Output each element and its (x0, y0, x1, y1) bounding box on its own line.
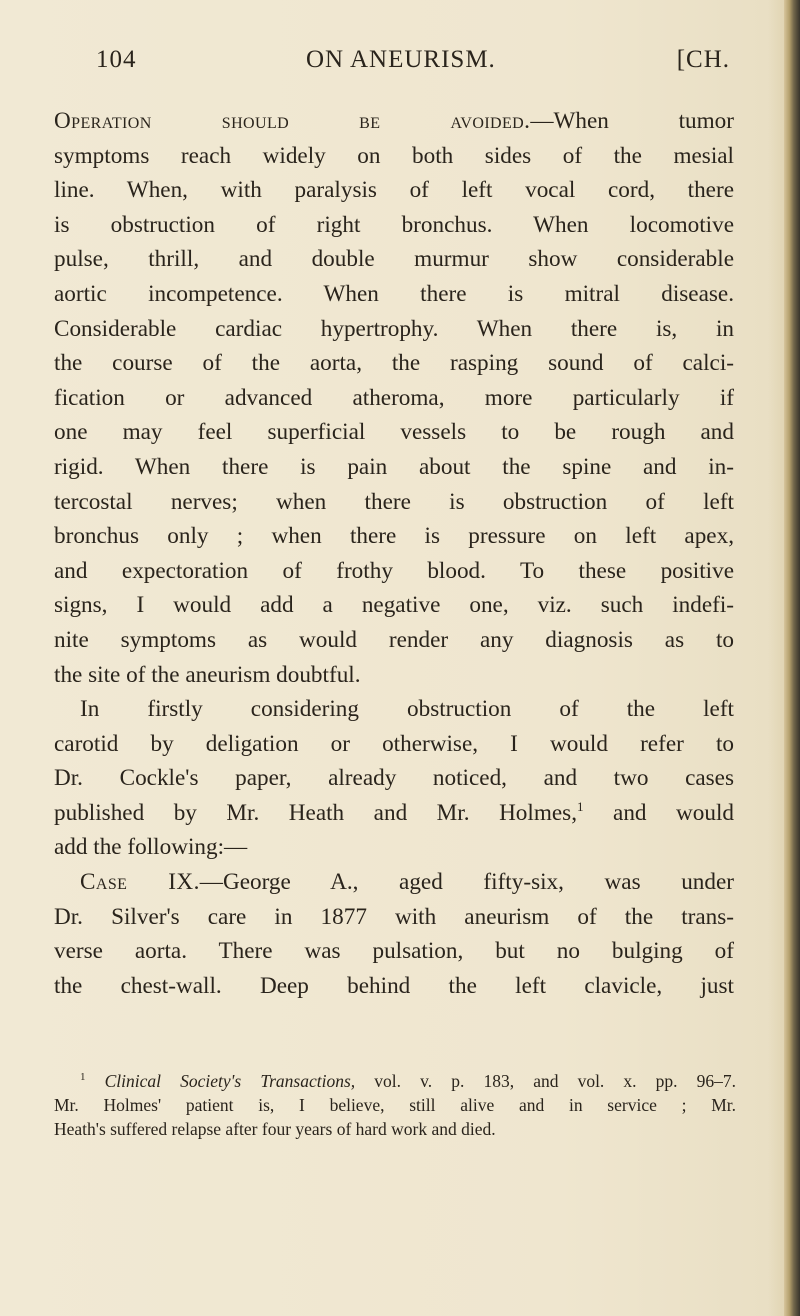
section-heading: Operation should be avoided. (54, 108, 531, 134)
page-number: 104 (96, 46, 137, 73)
footnote-source-title: Clinical Society's Transactions, (104, 1071, 356, 1091)
text-line: nite symptoms as would render any diagnosis as to (54, 626, 734, 653)
text-line: verse aorta. There was pulsation, but no bulging of (54, 938, 734, 965)
text-line: pulse, thrill, and double murmur show considerable (54, 246, 734, 273)
text-line: add the following:— (54, 834, 248, 861)
text-line: the course of the aorta, the rasping sound of calci- (54, 350, 734, 377)
text-fragment: and would (613, 799, 735, 826)
text-line (54, 796, 734, 831)
text-line: carotid by deligation or otherwise, I would refer to (54, 730, 734, 757)
footnote-reference-text: vol. v. p. 183, and vol. x. pp. 96–7. (374, 1071, 737, 1091)
chapter-marker: [CH. (676, 46, 730, 73)
body-text (54, 104, 734, 1003)
footnote-marker: 1 (80, 1071, 86, 1083)
text-line: fication or advanced atheroma, more particularly if (54, 384, 734, 411)
page-spine-edge (784, 0, 800, 1316)
text-line: In firstly considering obstruction of the left (80, 696, 734, 723)
footnote-line: Heath's suffered relapse after four years of hard work and died. (54, 1119, 496, 1139)
footnote-reference: 1 (577, 798, 584, 814)
text-line: Dr. Silver's care in 1877 with aneurism of the trans- (54, 903, 734, 930)
text-line: the site of the aneurism doubtful. (54, 661, 361, 688)
text-line: aortic incompetence. When there is mitral disease. (54, 280, 734, 307)
text-line: bronchus only ; when there is pressure on left apex, (54, 523, 734, 550)
text-fragment: —George A., aged fifty-six, was under (199, 869, 734, 896)
text-fragment: published by Mr. Heath and Mr. Holmes, (54, 799, 577, 826)
case-heading: Case IX. (80, 869, 200, 896)
text-line: is obstruction of right bronchus. When locomotive (54, 211, 734, 238)
footnote-line (54, 1069, 736, 1093)
text-fragment: —When tumor (530, 108, 734, 134)
text-line: rigid. When there is pain about the spine and in- (54, 453, 734, 480)
running-head (96, 44, 736, 76)
text-line: tercostal nerves; when there is obstruction of left (54, 488, 734, 515)
footnote-line: Mr. Holmes' patient is, I believe, still alive and in service ; Mr. (54, 1095, 736, 1115)
text-line (54, 104, 734, 139)
text-line: Considerable cardiac hypertrophy. When there is, in (54, 315, 734, 342)
text-line: line. When, with paralysis of left vocal cord, there (54, 177, 734, 204)
running-title: ON ANEURISM. (306, 46, 496, 73)
text-line: and expectoration of frothy blood. To these positive (54, 557, 734, 584)
text-line (54, 865, 734, 900)
text-line: the chest-wall. Deep behind the left clavicle, just (54, 972, 734, 999)
text-line: one may feel superficial vessels to be rough and (54, 419, 734, 446)
text-line: Dr. Cockle's paper, already noticed, and two cases (54, 765, 734, 792)
text-line: symptoms reach widely on both sides of the mesial (54, 142, 734, 169)
footnotes (54, 1069, 736, 1141)
text-line: signs, I would add a negative one, viz. such indefi- (54, 592, 734, 619)
